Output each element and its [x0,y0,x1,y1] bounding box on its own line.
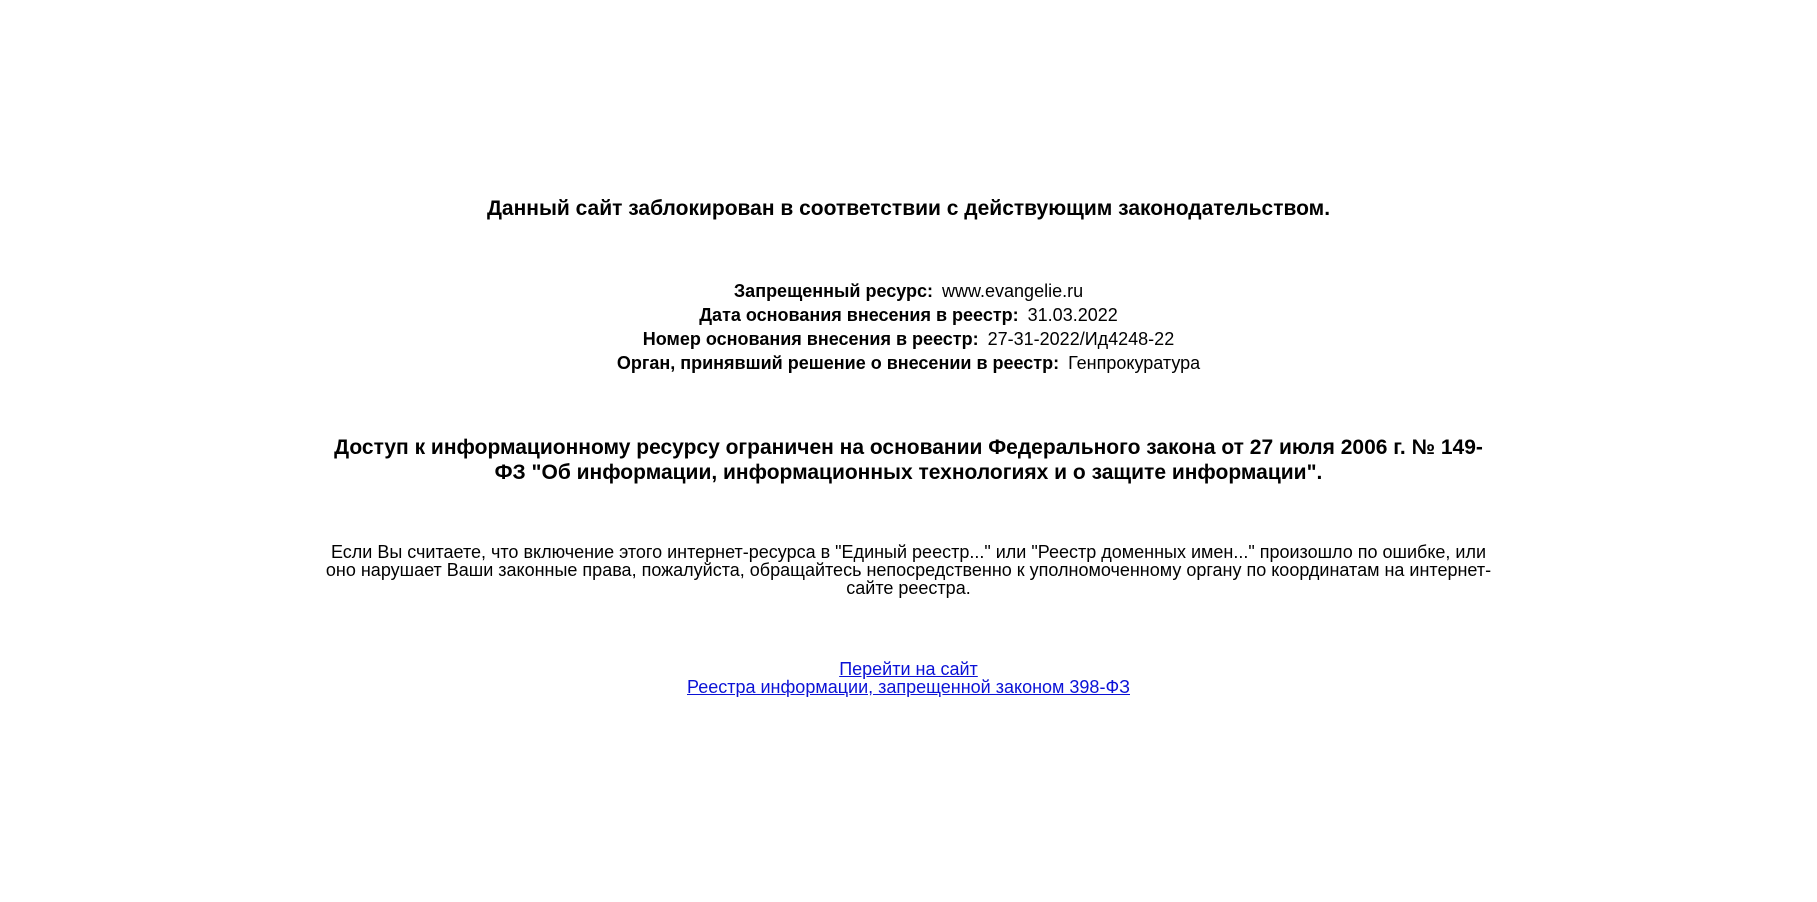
go-to-site-link[interactable]: Перейти на сайт [839,659,978,679]
detail-row-resource [320,279,1497,303]
block-headline: Данный сайт заблокирован в соответствии с действующим законодательством. [486,197,1331,220]
detail-label: Запрещенный ресурс: [733,281,934,301]
law-reference: Доступ к информационному ресурсу ограничен на основании Федерального закона от 27 июля 2006 г. № 149-ФЗ "Об информации, информационных технологиях и о защите информации". [334,436,1483,484]
detail-label: Дата основания внесения в реестр: [699,305,1019,325]
detail-label: Орган, принявший решение о внесении в реестр: [616,353,1060,373]
registry-details [320,279,1497,375]
links-block [320,660,1497,696]
detail-value: www.evangelie.ru [942,281,1084,301]
registry-link[interactable]: Реестра информации, запрещенной законом 398-ФЗ [687,677,1130,697]
detail-value: Генпрокуратура [1068,353,1201,373]
detail-row-date [320,303,1497,327]
detail-value: 27-31-2022/Ид4248-22 [987,329,1175,349]
detail-row-number [320,327,1497,351]
detail-row-authority [320,351,1497,375]
detail-value: 31.03.2022 [1027,305,1118,325]
detail-label: Номер основания внесения в реестр: [642,329,979,349]
appeal-notice: Если Вы считаете, что включение этого интернет-ресурса в "Единый реестр..." или "Реестр доменных имен..." произошло по ошибке, или оно нарушает Ваши законные права, пожалуйста, обращайтесь непосредственно к уполномоченному органу по координатам на интернет-сайте реестра. [325,542,1492,598]
